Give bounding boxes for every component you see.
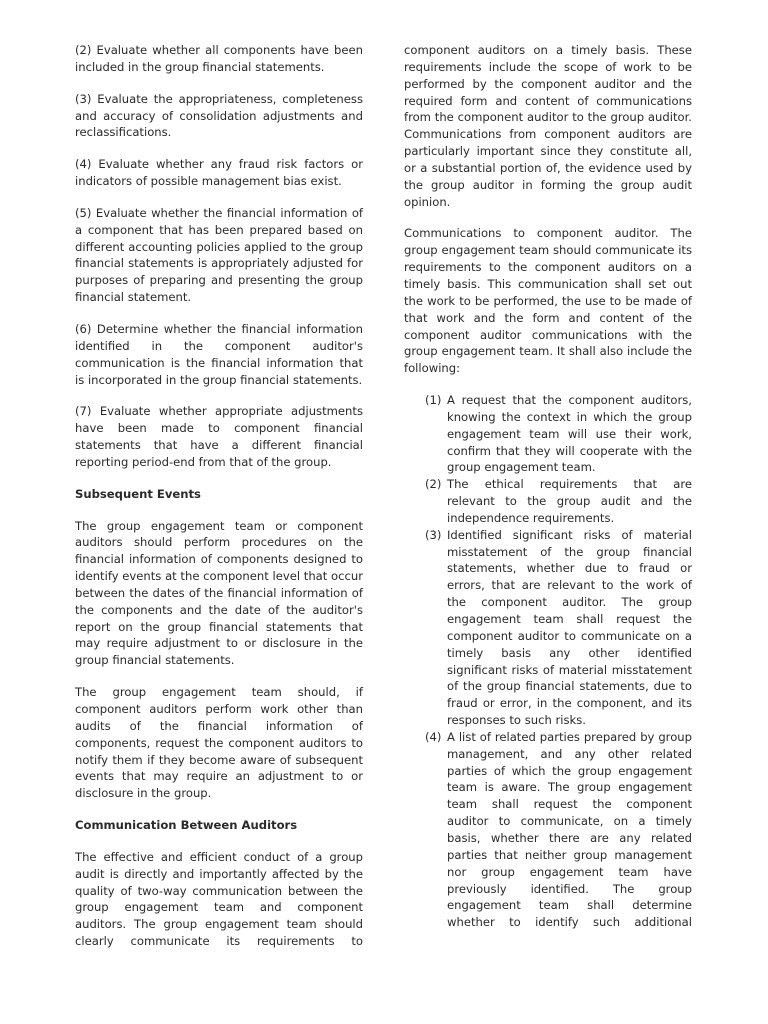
- paragraph-evaluate-period-end-adjustments: (7) Evaluate whether appropriate adjustments have been made to component financial statements that have a different financial reporting period-end from that of the group.: [75, 404, 363, 469]
- list-item-number: (4): [425, 729, 442, 744]
- paragraph-evaluate-accounting-policies: (5) Evaluate whether the financial information of a component that has been prepared based on different accounting policies applied to the group financial statements is appropriately adjusted for purposes of preparing and presenting the group financial statement.: [75, 205, 363, 305]
- heading-subsequent-events: Subsequent Events: [75, 486, 201, 501]
- paragraph-communication-continuation: component auditors on a timely basis. These requirements include the scope of work to be performed by the component auditor and the required form and content of communications from the component auditor to the group auditor. Communications from component auditors are particularly important since they constitute all, or a substantial portion of, the evidence used by the group auditor in forming the group audit opinion.: [404, 43, 692, 209]
- list-item: [404, 476, 692, 527]
- paragraph-subsequent-events-procedures: The group engagement team or component auditors should perform procedures on the financial information of components designed to identify events at the component level that occur between the dates of the financial information of the components and the date of the auditor's report on the group financial statements that may require adjustment to or disclosure in the group financial statements.: [75, 518, 363, 668]
- list-item-number: (3): [425, 527, 442, 542]
- paragraph-evaluate-components-included: (2) Evaluate whether all components have been included in the group financial statements.: [75, 43, 363, 74]
- list-item: [404, 392, 692, 476]
- list-item-text: Identified significant risks of material misstatement of the group financial statements, whether due to fraud or errors, that are relevant to the work of the component auditor. The group engagement team shall request the component auditor to communicate on a timely basis any other identified significant risks of material misstatement of the group financial statements, due to fraud or error, in the component, and its responses to such risks.: [447, 527, 692, 728]
- list-item: [404, 527, 692, 729]
- paragraph-evaluate-fraud-risk: (4) Evaluate whether any fraud risk factors or indicators of possible management bias exist.: [75, 157, 363, 189]
- paragraph-subsequent-events-notify: The group engagement team should, if component auditors perform work other than audits of the financial information of components, request the component auditors to notify them if they become aware of subsequent events that may require an adjustment to or disclosure in the group.: [75, 685, 363, 801]
- right-column: [404, 42, 692, 931]
- paragraph-communications-to-component-auditor: Communications to component auditor. The group engagement team should communicate its requirements to the component auditors on a timely basis. This communication shall set out the work to be performed, the use to be made of that work and the form and content of the component auditor communications with the group engagement team. It shall also include the following:: [404, 226, 692, 376]
- list-item: [404, 729, 692, 931]
- requirements-list: [404, 392, 692, 931]
- paragraph-determine-financial-information: (6) Determine whether the financial information identified in the component auditor's communication is the financial information that is incorporated in the group financial statements.: [75, 321, 363, 387]
- list-item-text: The ethical requirements that are relevant to the group audit and the independence requirements.: [447, 477, 692, 525]
- paragraph-communication-effective-conduct: The effective and efficient conduct of a group audit is directly and importantly affected by the quality of two-way communication between the group engagement team and component auditors. The group engagement team should clearly communicate its requirements to: [75, 849, 363, 949]
- list-item-text: A list of related parties prepared by group management, and any other related parties of which the group engagement team is aware. The group engagement team shall request the component auditor to communicate, on a timely basis, whether there are any related parties that neither group management nor group engagement team have previously identified. The group engagement team shall determine whether to identify such additional: [447, 729, 692, 930]
- list-item-number: (1): [425, 393, 442, 408]
- list-item-number: (2): [425, 477, 442, 492]
- list-item-text: A request that the component auditors, knowing the context in which the group engagement team will use their work, confirm that they will cooperate with the group engagement team.: [447, 393, 692, 475]
- heading-communication-between-auditors: Communication Between Auditors: [75, 818, 298, 833]
- left-column: [75, 42, 363, 965]
- paragraph-evaluate-consolidation-adjustments: (3) Evaluate the appropriateness, completeness and accuracy of consolidation adjustments and reclassifications.: [75, 91, 363, 140]
